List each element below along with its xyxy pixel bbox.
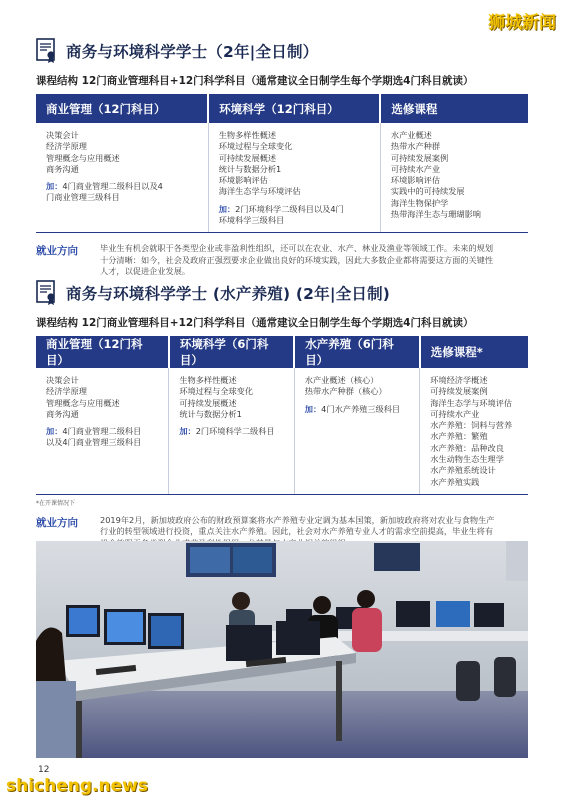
list-item: 管理概念与应用概述 [46, 397, 120, 408]
list-item: 可持续发展案例 [430, 386, 488, 397]
course-list [294, 368, 419, 494]
list-item: 统计与数据分析1 [218, 163, 282, 174]
certificate-icon [36, 38, 58, 64]
career-label: 就业方向 [36, 516, 78, 529]
column-header: 选修课程* [420, 336, 528, 368]
certificate-icon [36, 280, 58, 306]
list-item: 水产养殖：品种改良 [430, 442, 504, 453]
column-header: 商业管理（12门科目） [36, 336, 169, 368]
course-list [36, 368, 169, 494]
list-item: 水产业概述（核心） [304, 375, 379, 385]
list-item: 环境影响评估 [390, 175, 441, 186]
column-header: 环境科学（6门科目） [169, 336, 294, 368]
list-item: 实践中的可持续发展 [390, 186, 465, 197]
add-text: 4门商业管理二级科目以及4 [62, 181, 163, 192]
list-item: 可持续发展概述 [179, 397, 237, 408]
list-item: 水产养殖：繁殖 [430, 431, 488, 442]
list-item: 可持续水产业 [390, 163, 441, 174]
course-list [420, 368, 528, 494]
add-label: 加： [304, 403, 322, 414]
watermark-bottom: shicheng.news [6, 776, 148, 796]
add-label: 加： [46, 426, 63, 437]
career-line: 行业的转型领域进行投资，重点关注水产养殖。因此，社会对水产养殖专业人才的需求空前提高，毕业生将有 [100, 526, 494, 537]
list-item: 环境影响评估 [218, 175, 268, 186]
list-item: 环境过程与全球变化 [179, 386, 254, 397]
list-item: 水产业概述 [390, 130, 432, 140]
course-list [208, 123, 380, 233]
footnote: *在开课情况下 [36, 499, 76, 507]
list-item: 可持续发展概述 [218, 152, 277, 163]
list-item: 生物多样性概述 [218, 130, 277, 140]
list-item: 经济学原理 [46, 386, 87, 397]
page-number: 12 [38, 765, 50, 775]
column-header: 商业管理（12门科目） [36, 94, 208, 123]
course-table [36, 336, 528, 495]
list-item: 经济学原理 [46, 141, 87, 152]
add-text: 门商业管理三级科目 [46, 192, 120, 203]
add-text: 2门环境科学二级科目以及4门 [235, 203, 344, 214]
column-header: 水产养殖（6门科目） [294, 336, 419, 368]
list-item: 水产养殖：饲料与营养 [430, 420, 513, 431]
course-structure: 课程结构 12门商业管理科目+12门科学科目（通常建议全日制学生每个学期选4门科目就读） [36, 75, 474, 87]
list-item: 商务沟通 [46, 163, 79, 174]
list-item: 水产养殖系统设计 [430, 465, 496, 476]
list-item: 热带水产种群（核心） [304, 386, 387, 397]
list-item: 决策会计 [46, 375, 79, 385]
career-block [36, 243, 528, 278]
career-line: 毕业生有机会就职于各类型企业或非盈利性组织，还可以在农业、水产、林业及渔业等领域工作。未来的规划 [100, 243, 494, 254]
add-label: 加： [179, 426, 196, 437]
column-header: 选修课程 [380, 94, 528, 123]
list-item: 环境经济学概述 [430, 375, 488, 385]
career-line: 十分清晰：如今，社会及政府正强烈要求企业做出良好的环境实践，因此大多数企业都将需要这方面的关键性 [100, 254, 494, 265]
add-text: 4门商业管理二级科目 [62, 426, 142, 437]
list-item: 可持续水产业 [430, 408, 480, 419]
list-item: 生物多样性概述 [179, 375, 237, 385]
section-business-env-science [36, 38, 528, 278]
list-item: 水生动物生态生理学 [430, 454, 504, 465]
course-structure: 课程结构 12门商业管理科目+12门科学科目（通常建议全日制学生每个学期选4门科目就读） [36, 317, 474, 329]
section-aquaculture [36, 280, 528, 549]
career-line: 2019年2月，新加坡政府公布的财政预算案将水产养殖专业定调为基本国策，新加坡政府将对农业与食物生产 [100, 514, 495, 525]
career-label: 就业方向 [36, 245, 78, 258]
course-table [36, 94, 528, 233]
list-item: 海洋生态学与环境评估 [430, 397, 513, 408]
list-item: 管理概念与应用概述 [46, 152, 120, 163]
career-text [100, 243, 493, 278]
section-title: 商务与环境科学学士 (水产养殖) (2年|全日制) [66, 285, 391, 303]
course-list [36, 123, 208, 233]
career-line: 人才，以促进企业发展。 [100, 266, 191, 277]
list-item: 热带水产种群 [390, 141, 441, 152]
course-list [169, 368, 294, 494]
computer-lab-photo [36, 541, 528, 758]
course-list [380, 123, 528, 233]
list-item: 可持续发展案例 [390, 152, 449, 163]
list-item: 环境过程与全球变化 [218, 141, 293, 152]
add-text: 以及4门商业管理三级科目 [46, 437, 142, 448]
section-title: 商务与环境科学学士（2年|全日制） [66, 43, 319, 61]
add-text: 4门水产养殖三级科目 [321, 403, 401, 414]
add-label: 加： [218, 203, 236, 214]
column-header: 环境科学（12门科目） [208, 94, 380, 123]
add-text: 2门环境科学二级科目 [195, 426, 275, 437]
list-item: 商务沟通 [46, 408, 79, 419]
list-item: 水产养殖实践 [430, 476, 480, 487]
list-item: 热带海洋生态与珊瑚影响 [390, 209, 481, 220]
add-label: 加： [46, 181, 63, 192]
list-item: 统计与数据分析1 [179, 408, 242, 419]
watermark-top: 狮城新闻 [488, 13, 556, 33]
list-item: 海洋生态学与环境评估 [218, 186, 301, 197]
add-text: 环境科学三级科目 [218, 215, 285, 226]
list-item: 海洋生物保护学 [390, 197, 449, 208]
list-item: 决策会计 [46, 130, 79, 140]
